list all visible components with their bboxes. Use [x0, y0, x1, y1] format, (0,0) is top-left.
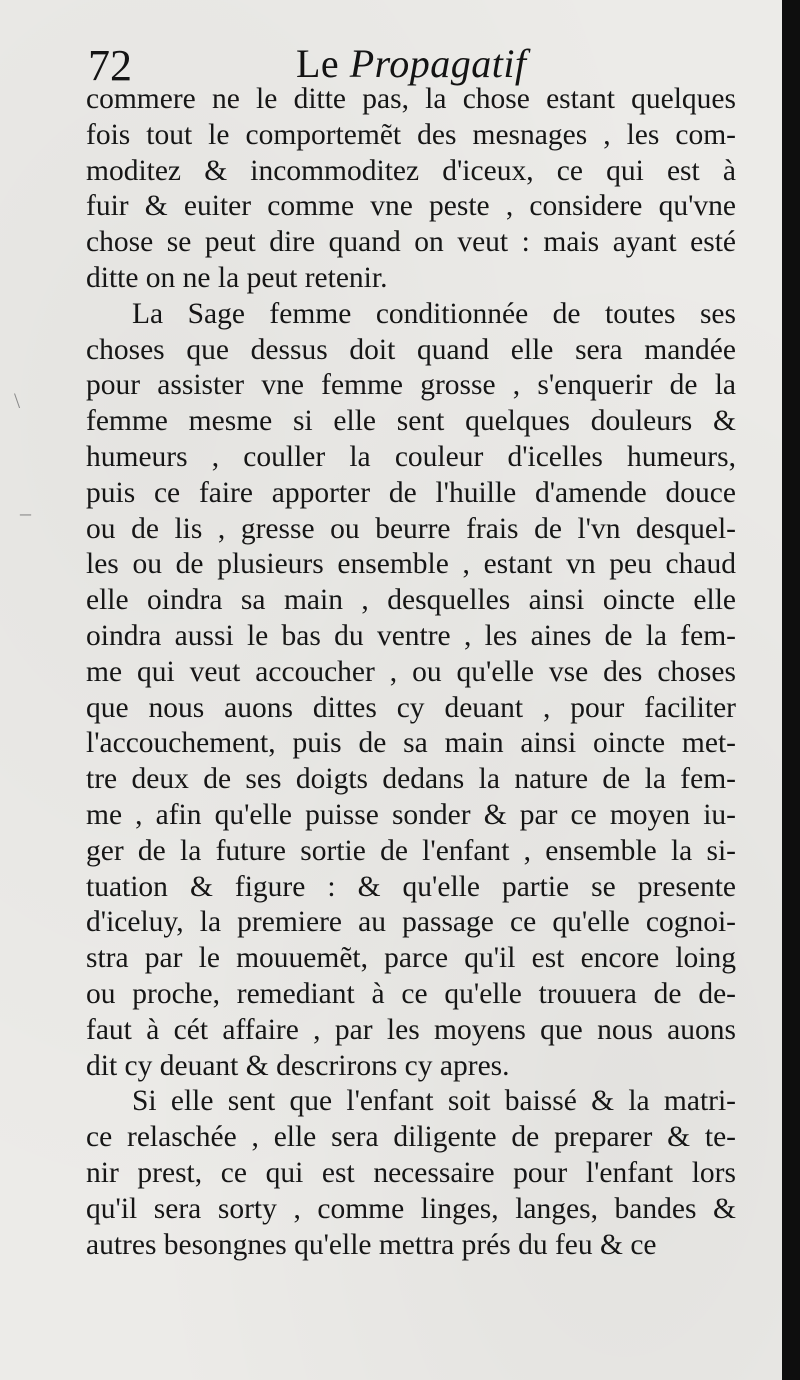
text-line: commere ne le ditte pas, la chose estant quelques	[86, 83, 736, 115]
text-line: d'iceluy, la premiere au passage ce qu'elle cognoi-	[86, 906, 736, 939]
text-line: ger de la future sortie de l'enfant , ensemble la si-	[86, 834, 736, 867]
text-line: stra par le mouuemẽt, parce qu'il est encore loing	[86, 942, 736, 975]
text-line: moditez & incommoditez d'iceux, ce qui est à	[86, 154, 736, 187]
text-line: dit cy deuant & descrirons cy apres.	[86, 1049, 510, 1082]
text-line: pour assister vne femme grosse , s'enquerir de la	[86, 369, 736, 402]
text-line: Si elle sent que l'enfant soit baissé & la matri-	[132, 1085, 736, 1118]
text-line: elle oindra sa main , desquelles ainsi oincte elle	[86, 584, 736, 617]
text-line: fois tout le comportemẽt des mesnages , les com-	[86, 118, 736, 151]
page-edge-shadow	[782, 0, 800, 1380]
margin-mark: –	[20, 500, 31, 525]
text-line: oindra aussi le bas du ventre , les aines de la fem-	[86, 619, 736, 652]
text-line: La Sage femme conditionnée de toutes ses	[132, 297, 736, 330]
margin-mark: \	[14, 388, 21, 413]
text-line: me qui veut accoucher , ou qu'elle vse des choses	[86, 655, 736, 688]
text-line: ce relaschée , elle sera diligente de preparer & te-	[86, 1121, 736, 1154]
running-title	[296, 40, 527, 87]
text-line: femme mesme si elle sent quelques douleurs &	[86, 405, 736, 438]
text-line: tuation & figure : & qu'elle partie se presente	[86, 870, 736, 903]
text-line: humeurs , couller la couleur d'icelles humeurs,	[86, 440, 736, 473]
page-number: 72	[88, 41, 132, 90]
text-line: nir prest, ce qui est necessaire pour l'enfant lors	[86, 1156, 736, 1189]
text-line: ou de lis , gresse ou beurre frais de l'vn desquel-	[86, 512, 736, 545]
paragraph	[86, 297, 736, 1085]
text-line: autres besongnes qu'elle mettra prés du feu & ce	[86, 1228, 657, 1261]
paragraph	[86, 82, 736, 297]
text-line: les ou de plusieurs ensemble , estant vn peu chaud	[86, 548, 736, 581]
text-line: puis ce faire apporter de l'huille d'amende douce	[86, 476, 736, 509]
text-line: me , afin qu'elle puisse sonder & par ce moyen iu-	[86, 798, 736, 831]
running-title-prefix: Le	[296, 41, 350, 86]
text-line: ou proche, remediant à ce qu'elle trouuera de de-	[86, 977, 736, 1010]
text-line: ditte on ne la peut retenir.	[86, 261, 388, 294]
text-line: tre deux de ses doigts dedans la nature de la fem-	[86, 763, 736, 796]
text-line: choses que dessus doit quand elle sera mandée	[86, 333, 736, 366]
text-line: l'accouchement, puis de sa main ainsi oincte met-	[86, 727, 736, 760]
text-line: chose se peut dire quand on veut : mais ayant esté	[86, 226, 736, 259]
running-title-italic: Propagatif	[349, 41, 527, 86]
text-line: faut à cét affaire , par les moyens que nous auons	[86, 1013, 736, 1046]
paragraph	[86, 1084, 736, 1263]
text-line: fuir & euiter comme vne peste , considere qu'vne	[86, 190, 736, 223]
text-line: qu'il sera sorty , comme linges, langes, bandes &	[86, 1192, 736, 1225]
text-line: que nous auons dittes cy deuant , pour faciliter	[86, 691, 736, 724]
body-text	[86, 82, 736, 1263]
